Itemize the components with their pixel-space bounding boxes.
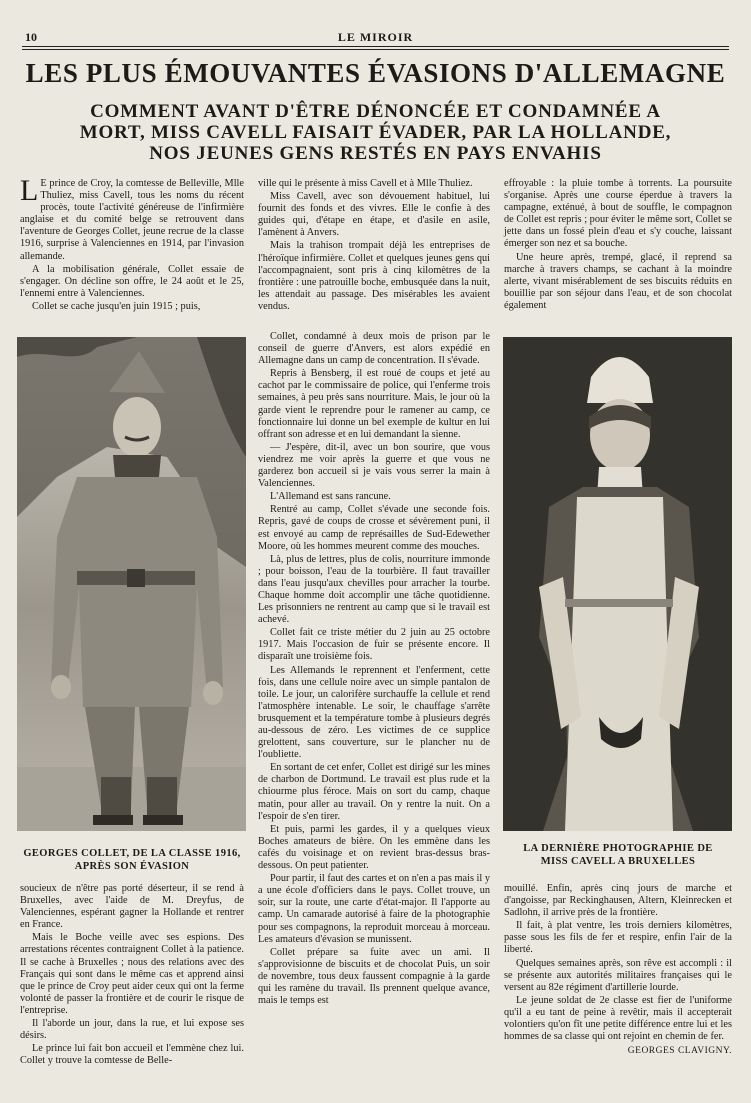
- paragraph: Quelques semaines après, son rêve est accompli : il se présente aux autorités militaires françaises qui le versent au 82e régiment d'artillerie lourde.: [504, 957, 732, 993]
- paragraph: Collet prépare sa fuite avec un ami. Il s'approvisionne de biscuits et de chocolat Puis, un soir de novembre, tous deux faussent compagnie à la garde qui les ramène du travail. Ils prennent quelque avance, mais le temps est: [258, 946, 490, 1007]
- paragraph: En sortant de cet enfer, Collet est dirigé sur les mines de charbon de Dortmund. Le travail est plus rude et la chiourme plus féroce. Mais on sort du camp, chaque matin, pour aller au travail. On y rentre la nuit. On a l'espoir de s'en tirer.: [258, 762, 490, 822]
- caption-right-line1: LA DERNIÈRE PHOTOGRAPHIE DE: [523, 843, 713, 854]
- paragraph: Collet fait ce triste métier du 2 juin au 25 octobre 1917. Mais l'occasion de fuir se présente encore. Il disparaît une troisième fois.: [258, 627, 490, 663]
- paragraph: Une heure après, trempé, glacé, il reprend sa marche à travers champs, se cachant à la moindre alerte, vivant misérablement de ses biscuits réduits en bouillie par son séjour dans l'eau, et de son chocolat également: [504, 251, 732, 311]
- col3-bottom-text: [504, 883, 732, 1083]
- col1-bottom-text: [20, 883, 244, 1083]
- paragraph: Les Allemands le reprennent et l'enferment, cette fois, dans une cellule noire avec un simple pantalon de toile. Le jour, un calorifère surchauffe la cellule et rend l'atmosphère intenable. Le soir, le chauffage s'arrête brusquement et la température tombe à plusieurs degrés au-dessous de zéro. Les victimes de ce supplice grelottent, sans couverture, sur le plancher nu de l'oubliette.: [258, 664, 490, 761]
- paragraph: L'Allemand est sans rancune.: [270, 491, 391, 503]
- paragraph: Collet, condamné à deux mois de prison par le conseil de guerre d'Anvers, est alors expédié en Allemagne dans un camp de concentration. Il s'évade.: [258, 331, 490, 367]
- author-signature: GEORGES CLAVIGNY.: [627, 1046, 732, 1057]
- col2-main-text: [258, 331, 490, 1007]
- paragraph: Le prince lui fait bon accueil et l'emmène chez lui. Collet y trouve la comtesse de Belle-: [20, 1043, 244, 1067]
- drop-cap: L: [20, 174, 39, 207]
- article-subheadline: COMMENT AVANT D'ÊTRE DÉNONCÉE ET CONDAMNÉE A MORT, MISS CAVELL FAISAIT ÉVADER, PAR LA HOLLANDE, NOS JEUNES GENS RESTÉS EN PAYS ENVAHIS: [79, 101, 672, 164]
- caption-left-line1: GEORGES COLLET, DE LA CLASSE 1916,: [23, 848, 241, 859]
- paragraph: effroyable : la pluie tombe à torrents. La poursuite s'organise. Après une course éperdue à travers la campagne, exténué, à bout de souffle, le compagnon de Collet est repris ; pour éviter le même sort, Collet se jette dans un fossé plein d'eau et s'y couche, laissant émerger son nez et sa bouche.: [504, 178, 732, 250]
- paragraph: Mais le Boche veille avec ses espions. Des arrestations récentes contraignent Collet à la patience. Il se cache à Bruxelles ; nous des relations avec des Français qui sont dans le même cas et apprend ainsi que le prince de Croy peut aider ceux qui ont la ferme volonté de passer la frontière et de courir le risque de l'entreprise.: [20, 932, 244, 1016]
- magazine-title: LE MIROIR: [337, 30, 414, 44]
- paragraph: Rentré au camp, Collet s'évade une seconde fois. Repris, gavé de coups de crosse et sévèrement puni, il est envoyé au camp de représailles de Sud-Edewether Moore, où les hommes meurent comme des mouches.: [258, 504, 490, 552]
- paragraph: Pour partir, il faut des cartes et on n'en a pas mais il y a une école d'officiers dans le pays. Collet trouve, un soir, sur la route, une carte d'état-major. Il l'apporte au camp. Un camarade autorisé à faire de la photographie pour ses compagnons, la reproduit morceau à morceau. Les amateurs d'évasion se munissent.: [258, 873, 490, 945]
- paragraph: Il l'aborde un jour, dans la rue, et lui expose ses désirs.: [20, 1018, 244, 1042]
- paragraph: — J'espère, dit-il, avec un bon sourire, que vous viendrez me voir après la guerre et que vous ne garderez bon accueil si je vais vous serrer la main à Valenciennes.: [258, 441, 490, 490]
- paragraph: L E prince de Croy, la comtesse de Belleville, Mlle Thuliez, miss Cavell, tous les noms du récent procès, toute l'activité généreuse de l'infirmière anglaise et du comité belge se retrouvent dans l'aventure de Georges Collet, jeune recrue de la classe 1916, surprise à Valenciennes en 1914, par l'invasion allemande.: [20, 174, 244, 262]
- paragraph: Là, plus de lettres, plus de colis, nourriture immonde ; pour boisson, l'eau de la tourbière. Il faut travailler dans l'eau jusqu'aux chevilles pour arracher la tourbe. Chaque homme doit accomplir une tâche quotidienne. Les prisonniers ne rentrent au camp que si le travail est achevé.: [258, 553, 490, 626]
- photo-georges-collet: [17, 337, 246, 831]
- running-header: [22, 30, 729, 44]
- photo-miss-cavell: [503, 337, 732, 831]
- col2-top-text: [258, 178, 490, 330]
- paragraph: soucieux de n'être pas porté déserteur, il se rend à Bruxelles, avec l'aide de M. Dreyfus, de Valenciennes, espérant gagner la Hollande et rentrer en France.: [20, 883, 244, 931]
- header-rule-thin: [22, 49, 729, 50]
- caption-right-line2: MISS CAVELL A BRUXELLES: [540, 856, 696, 867]
- page-number: 10: [25, 30, 37, 44]
- paragraph: Le jeune soldat de 2e classe est fier de l'uniforme qu'il a eu tant de peine à revêtir, mais il accepterait volontiers qu'on fît une petite différence entre lui et les hommes de sa classe qui ont rejoint en chemin de fer.: [504, 994, 732, 1043]
- col1-top-text: [20, 174, 244, 328]
- header-rule: [22, 46, 729, 47]
- paragraph: ville qui le présente à miss Cavell et à Mlle Thuliez.: [258, 178, 473, 189]
- caption-left-line2: APRÈS SON ÉVASION: [74, 861, 190, 872]
- col3-top-text: [504, 178, 732, 328]
- paragraph: Miss Cavell, avec son dévouement habituel, lui fournit des fonds et des vivres. Elle le confie à des guides qui, d'étape en étape, et d'asile en asile, l'amènent à Anvers.: [258, 191, 490, 239]
- paragraph: Collet se cache jusqu'en juin 1915 ; puis,: [32, 300, 201, 312]
- paragraph: Il fait, à plat ventre, les trois derniers kilomètres, passe sous les fils de fer et respire, enfin l'air de la liberté.: [504, 920, 732, 956]
- paragraph: A la mobilisation générale, Collet essaie de s'engager. On décline son offre, le 24 août et le 25, l'ennemi entre à Valenciennes.: [20, 263, 244, 299]
- paragraph: mouillé. Enfin, après cinq jours de marche et d'angoisse, par Reckinghausen, Altern, Kleinrecken et Sadlohn, il arrive près de la frontière.: [504, 883, 732, 919]
- article-headline: LES PLUS ÉMOUVANTES ÉVASIONS D'ALLEMAGNE: [25, 58, 726, 88]
- paragraph: Et puis, parmi les gardes, il y a quelques vieux Boches amateurs de bière. On les emmène dans les cafés du voisinage et on revient bras-dessus bras-dessous. On peut patienter.: [258, 823, 490, 872]
- caption-right: [500, 842, 736, 868]
- paragraph: Repris à Bensberg, il est roué de coups et jeté au cachot par le commissaire de police, qui l'enferme trois semaines, à peu près sans nourriture. Mais, le jour où la garde vient le reprendre pour le ramener au camp, ce fonctionnaire lui donne un bel exemple de kultur en lui offrant son adresse et en lui demandant la sienne.: [258, 368, 490, 440]
- caption-left: [14, 847, 250, 873]
- paragraph: Mais la trahison trompait déjà les entreprises de l'héroïque infirmière. Collet et quelques jeunes gens qui l'accompagnaient, sont pris à cinq kilomètres de la frontière : une patrouille boche, embusquée dans la nuit, les attendait au passage. Des misérables les avaient vendus.: [258, 240, 490, 312]
